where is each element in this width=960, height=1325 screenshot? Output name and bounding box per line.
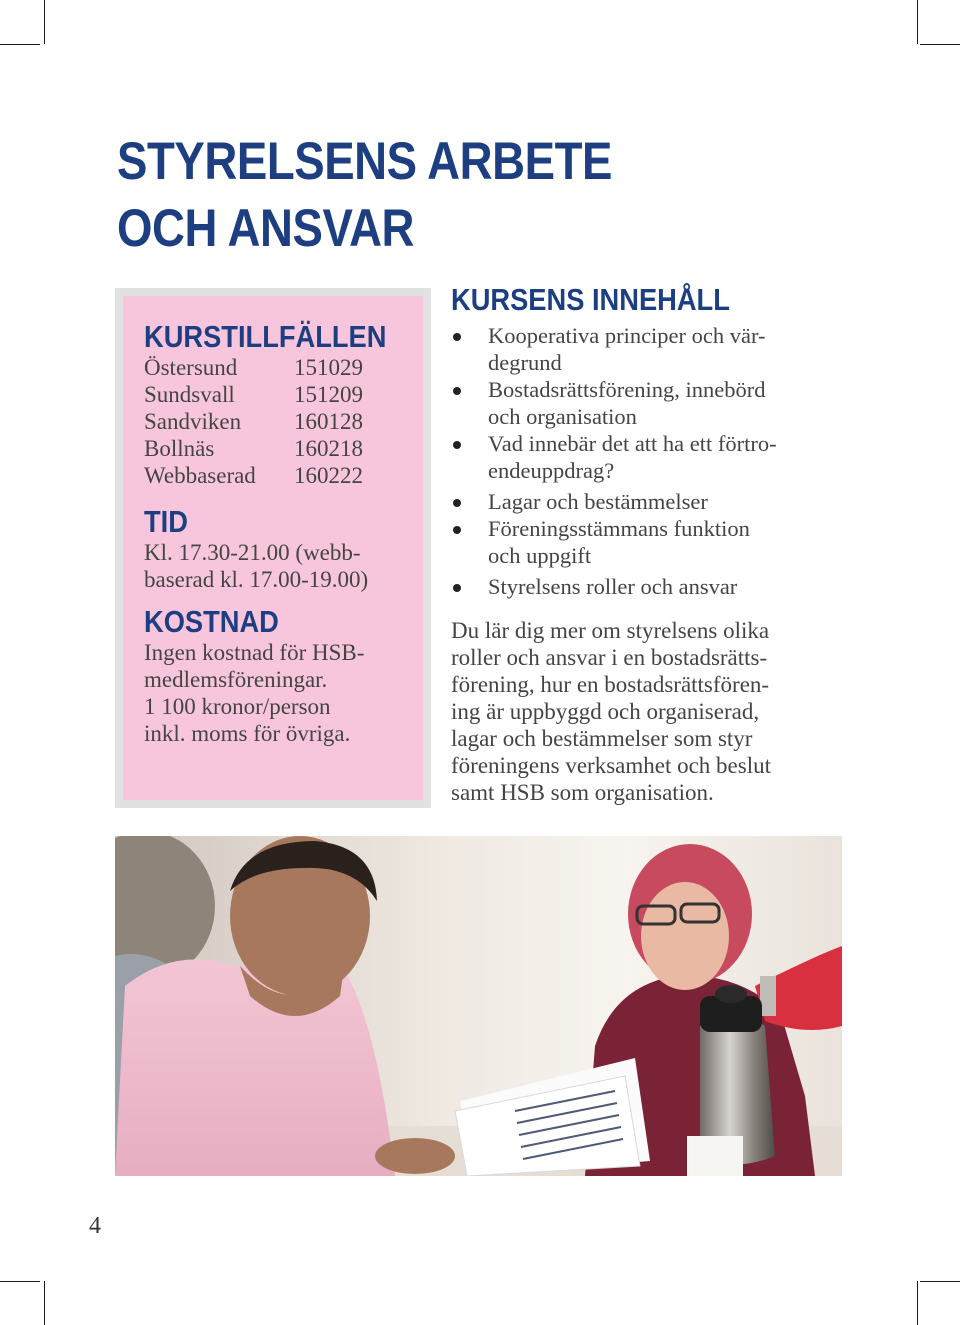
date-row-date: 151209 bbox=[294, 382, 363, 407]
bullet-text: Kooperativa principer och vär- degrund bbox=[488, 323, 766, 375]
bullet-dot-icon bbox=[453, 526, 461, 534]
tid-heading: TID bbox=[144, 504, 188, 539]
page-number: 4 bbox=[89, 1213, 101, 1239]
crop-mark bbox=[917, 0, 918, 44]
bullet-item bbox=[451, 322, 871, 376]
tid-line: baserad kl. 17.00-19.00) bbox=[144, 567, 369, 592]
bullet-dot-icon bbox=[453, 333, 461, 341]
course-info-box-inner bbox=[123, 296, 423, 800]
course-content-heading: KURSENS INNEHÅLL bbox=[451, 282, 730, 317]
crop-mark bbox=[0, 44, 40, 45]
crop-mark bbox=[44, 1281, 45, 1325]
dates-table bbox=[144, 354, 363, 489]
crop-mark bbox=[920, 1281, 960, 1282]
date-row-city: Bollnäs bbox=[144, 436, 215, 461]
crop-mark bbox=[0, 1281, 40, 1282]
bullet-dot-icon bbox=[453, 441, 461, 449]
date-row-city: Webbaserad bbox=[144, 463, 256, 488]
date-row bbox=[144, 408, 363, 435]
kostnad-section bbox=[144, 605, 364, 747]
course-content bbox=[451, 282, 871, 806]
bullet-dot-icon bbox=[453, 499, 461, 507]
bullet-item bbox=[451, 488, 871, 515]
date-row-date: 160128 bbox=[294, 409, 363, 434]
date-row bbox=[144, 381, 363, 408]
date-row-date: 160218 bbox=[294, 436, 363, 461]
crop-mark bbox=[920, 44, 960, 45]
kostnad-line: inkl. moms för övriga. bbox=[144, 721, 351, 746]
kurstillfallen-section bbox=[144, 320, 420, 489]
meeting-photo-illustration bbox=[115, 836, 842, 1176]
page-title-line: STYRELSENS ARBETE bbox=[117, 132, 612, 191]
crop-mark bbox=[917, 1281, 918, 1325]
bullet-text: Vad innebär det att ha ett förtro- endeuppdrag? bbox=[488, 431, 777, 483]
bullet-item bbox=[451, 515, 871, 569]
crop-mark bbox=[44, 0, 45, 44]
date-row bbox=[144, 462, 363, 489]
tid-section bbox=[144, 505, 368, 593]
tid-line: Kl. 17.30-21.00 (webb- bbox=[144, 540, 361, 565]
kostnad-line: medlemsföreningar. bbox=[144, 667, 328, 692]
bullet-text: Lagar och bestämmelser bbox=[488, 489, 708, 514]
date-row bbox=[144, 435, 363, 462]
date-row-date: 160222 bbox=[294, 463, 363, 488]
kurstillfallen-heading: KURSTILLFÄLLEN bbox=[144, 319, 387, 354]
bullet-text: Styrelsens roller och ansvar bbox=[488, 574, 738, 599]
bullet-item bbox=[451, 430, 871, 484]
bullet-item bbox=[451, 573, 871, 600]
bullet-text: Bostadsrättsförening, innebörd och organisation bbox=[488, 377, 766, 429]
content-bullet-list bbox=[451, 322, 871, 600]
bullet-dot-icon bbox=[453, 387, 461, 395]
bullet-text: Föreningsstämmans funktion och uppgift bbox=[488, 516, 750, 568]
bullet-dot-icon bbox=[453, 584, 461, 592]
date-row-city: Sandviken bbox=[144, 409, 242, 434]
kostnad-line: Ingen kostnad för HSB- bbox=[144, 640, 365, 665]
date-row bbox=[144, 354, 363, 381]
date-row-city: Sundsvall bbox=[144, 382, 235, 407]
date-row-city: Östersund bbox=[144, 355, 238, 380]
meeting-photo bbox=[115, 836, 842, 1176]
kostnad-line: 1 100 kronor/person bbox=[144, 694, 331, 719]
kostnad-heading: KOSTNAD bbox=[144, 604, 279, 639]
page-title bbox=[117, 128, 612, 262]
page-title-line: OCH ANSVAR bbox=[117, 199, 415, 258]
bullet-item bbox=[451, 376, 871, 430]
course-description: Du lär dig mer om styrelsens olika roller och ansvar i en bostadsrätts- förening, hur en bostadsrättsfören- ing är uppbyggd och organiserad, lagar och bestämmelser som styr föreningens verksamhet och beslut samt HSB som organisation. bbox=[451, 618, 771, 805]
date-row-date: 151029 bbox=[294, 355, 363, 380]
course-info-box bbox=[115, 288, 431, 808]
